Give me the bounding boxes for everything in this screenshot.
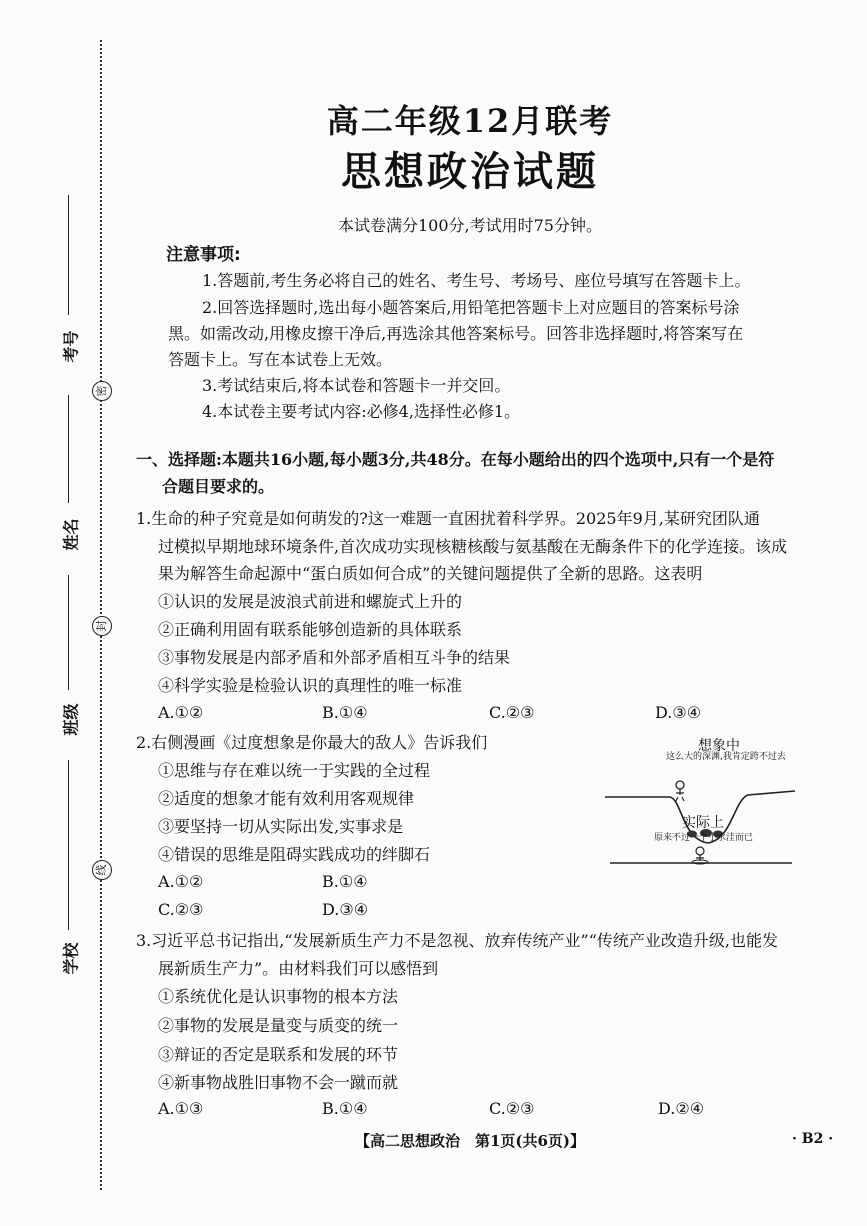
paper-code: · B2 · bbox=[792, 1131, 834, 1147]
q1-stem: 1.生命的种子究竟是如何萌发的?这一难题一直困扰着科学界。2025年9月,某研究团队通 bbox=[136, 509, 760, 528]
q1-stem: 果为解答生命起源中“蛋白质如何合成”的关键问题提供了全新的思路。这表明 bbox=[158, 564, 703, 583]
cartoon-drawing bbox=[600, 755, 800, 867]
seal-mark-mi: 密 bbox=[92, 381, 112, 401]
q2-item: ①思维与存在难以统一于实践的全过程 bbox=[158, 761, 431, 780]
field-line-name[interactable] bbox=[68, 395, 69, 503]
exam-intro: 本试卷满分100分,考试用时75分钟。 bbox=[338, 216, 602, 235]
notice-title: 注意事项: bbox=[166, 245, 241, 265]
q3-option-c[interactable]: C.②③ bbox=[489, 1099, 535, 1118]
field-label-name: 姓名 bbox=[61, 518, 81, 551]
notice-item: 黑。如需改动,用橡皮擦干净后,再选涂其他答案标号。回答非选择题时,将答案写在 bbox=[168, 324, 744, 343]
q2-item: ②适度的想象才能有效利用客观规律 bbox=[158, 789, 415, 808]
field-label-exam-number: 考号 bbox=[61, 330, 81, 363]
q1-option-a[interactable]: A.①② bbox=[158, 703, 204, 722]
section-heading-cont: 合题目要求的。 bbox=[162, 477, 275, 496]
q2-item: ④错误的思维是阻碍实践成功的绊脚石 bbox=[158, 845, 431, 864]
q3-option-a[interactable]: A.①③ bbox=[158, 1099, 204, 1118]
q1-item: ③事物发展是内部矛盾和外部矛盾相互斗争的结果 bbox=[158, 648, 511, 667]
field-label-class: 班级 bbox=[61, 703, 81, 736]
exam-title: 高二年级12月联考 bbox=[326, 102, 614, 140]
q1-item: ②正确利用固有联系能够创造新的具体联系 bbox=[158, 620, 463, 639]
q1-stem: 过模拟早期地球环境条件,首次成功实现核糖核酸与氨基酸在无酶条件下的化学连接。该成 bbox=[158, 537, 788, 556]
q1-item: ①认识的发展是波浪式前进和螺旋式上升的 bbox=[158, 592, 463, 611]
page-footer: 【高二思想政治 第1页(共6页)】 bbox=[354, 1132, 586, 1150]
q2-stem: 2.右侧漫画《过度想象是你最大的敌人》告诉我们 bbox=[136, 733, 488, 752]
q1-option-b[interactable]: B.①④ bbox=[322, 703, 368, 722]
q3-item: ③辩证的否定是联系和发展的环节 bbox=[158, 1045, 399, 1064]
field-label-school: 学校 bbox=[61, 942, 81, 975]
q1-option-c[interactable]: C.②③ bbox=[489, 703, 535, 722]
seal-mark-feng: 封 bbox=[92, 616, 112, 636]
q3-item: ④新事物战胜旧事物不会一蹴而就 bbox=[158, 1073, 399, 1092]
notice-item: 答题卡上。写在本试卷上无效。 bbox=[168, 350, 393, 369]
q3-item: ②事物的发展是量变与质变的统一 bbox=[158, 1016, 399, 1035]
notice-item: 1.答题前,考生务必将自己的姓名、考生号、考场号、座位号填写在答题卡上。 bbox=[202, 271, 751, 290]
q3-stem: 3.习近平总书记指出,“发展新质生产力不是忽视、放弃传统产业”“传统产业改造升级,也能发 bbox=[136, 931, 778, 950]
q3-option-b[interactable]: B.①④ bbox=[322, 1099, 368, 1118]
q2-option-b[interactable]: B.①④ bbox=[322, 872, 368, 891]
field-line-school[interactable] bbox=[68, 760, 69, 930]
cartoon-actual-caption: 原来不过一个小水洼而已 bbox=[654, 833, 754, 843]
seal-mark-xian: 线 bbox=[92, 860, 112, 880]
section-heading: 一、选择题:本题共16小题,每小题3分,共48分。在每小题给出的四个选项中,只有一个是符 bbox=[136, 450, 775, 469]
q2-item: ③要坚持一切从实际出发,实事求是 bbox=[158, 817, 404, 836]
q3-item: ①系统优化是认识事物的根本方法 bbox=[158, 987, 399, 1006]
notice-item: 2.回答选择题时,选出每小题答案后,用铅笔把答题卡上对应题目的答案标号涂 bbox=[202, 298, 740, 317]
q2-option-c[interactable]: C.②③ bbox=[158, 900, 204, 919]
q1-item: ④科学实验是检验认识的真理性的唯一标准 bbox=[158, 676, 463, 695]
cartoon-imagined-title: 想象中 bbox=[698, 738, 740, 754]
cartoon-imagined-caption: 这么大的深渊,我肯定跨不过去 bbox=[666, 752, 786, 762]
q3-option-d[interactable]: D.②④ bbox=[658, 1099, 705, 1118]
notice-item: 3.考试结束后,将本试卷和答题卡一并交回。 bbox=[202, 376, 511, 395]
q1-option-d[interactable]: D.③④ bbox=[655, 703, 702, 722]
q2-option-a[interactable]: A.①② bbox=[158, 872, 204, 891]
cartoon bbox=[600, 735, 800, 867]
q3-stem: 展新质生产力”。由材料我们可以感悟到 bbox=[158, 959, 439, 978]
cartoon-actual-title: 实际上 bbox=[682, 815, 724, 831]
q2-option-d[interactable]: D.③④ bbox=[322, 900, 369, 919]
field-line-class[interactable] bbox=[68, 575, 69, 690]
notice-item: 4.本试卷主要考试内容:必修4,选择性必修1。 bbox=[202, 402, 521, 421]
subject-title: 思想政治试题 bbox=[341, 148, 599, 195]
